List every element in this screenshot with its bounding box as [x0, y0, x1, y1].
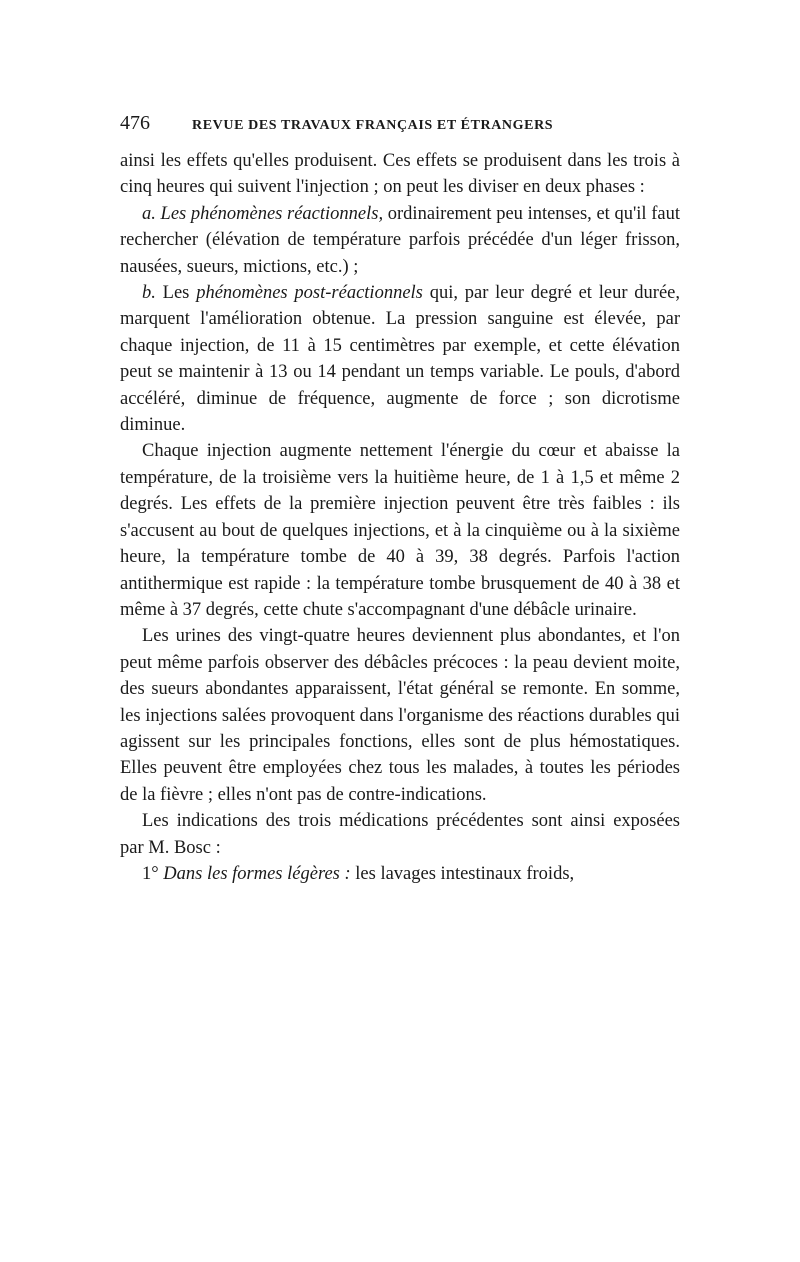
term-post-reactionnels: phénomènes post-réactionnels [196, 283, 423, 304]
term-formes-legeres: Dans les formes légères : [163, 863, 351, 884]
paragraph-7-text: les lavages intestinaux froids, [355, 863, 575, 884]
page-header [120, 112, 680, 148]
list-label-a: a. [142, 203, 156, 224]
paragraph-3-lead: Les [162, 283, 190, 304]
paragraph-6: Les indications des trois médications précédentes sont ainsi exposées par M. Bosc : [120, 811, 680, 858]
paragraph-2 [120, 201, 680, 280]
list-label-1: 1° [142, 863, 159, 884]
page-number: 476 [120, 112, 150, 134]
term-reactionnels: Les phénomènes réactionnels, [160, 203, 384, 224]
paragraph-3 [120, 280, 680, 438]
paragraph-4: Chaque injection augmente nettement l'énergie du cœur et abaisse la température, de la troisième vers la huitième heure, de 1 à 1,5 et même 2 degrés. Les effets de la première injection peuvent être très faibles : ils s'accusent au bout de quelques injections, et à la cinquième ou à la sixième heure, la température tombe de 40 à 39, 38 degrés. Parfois l'action antithermique est rapide : la température tombe brusquement de 40 à 38 et même à 37 degrés, cette chute s'accompagnant d'une débâcle urinaire. [120, 441, 680, 620]
running-head: REVUE DES TRAVAUX FRANÇAIS ET ÉTRANGERS [192, 118, 554, 133]
list-label-b: b. [142, 283, 156, 304]
paragraph-1: ainsi les effets qu'elles produisent. Ces effets se produisent dans les trois à cinq heures qui suivent l'injection ; on peut les diviser en deux phases : [120, 151, 680, 198]
paragraph-2-text: ordinairement peu intenses, et qu'il faut rechercher (élévation de température parfois précédée d'un léger frisson, nausées, sueurs, mictions, etc.) ; [120, 203, 681, 277]
paragraph-3-text: qui, par leur degré et leur durée, marquent l'amélioration obtenue. La pression sanguine est élevée, par chaque injection, de 11 à 15 centimètres par exemple, et cette élévation peut se maintenir à 13 ou 14 pendant un temps variable. Le pouls, d'abord accéléré, diminue de fréquence, augmente de force ; son dicrotisme diminue. [120, 283, 681, 436]
paragraph-7 [120, 861, 680, 887]
paragraph-5: Les urines des vingt-quatre heures deviennent plus abondantes, et l'on peut même parfois observer des débâcles précoces : la peau devient moite, des sueurs abondantes apparaissent, l'état général se remonte. En somme, les injections salées provoquent dans l'organisme des réactions durables qui agissent sur les principales fonctions, elles sont de plus hémostatiques. Elles peuvent être employées chez tous les malades, à toutes les périodes de la fièvre ; elles n'ont pas de contre-indications. [120, 626, 680, 805]
body-text [120, 148, 680, 887]
book-page [120, 112, 680, 887]
